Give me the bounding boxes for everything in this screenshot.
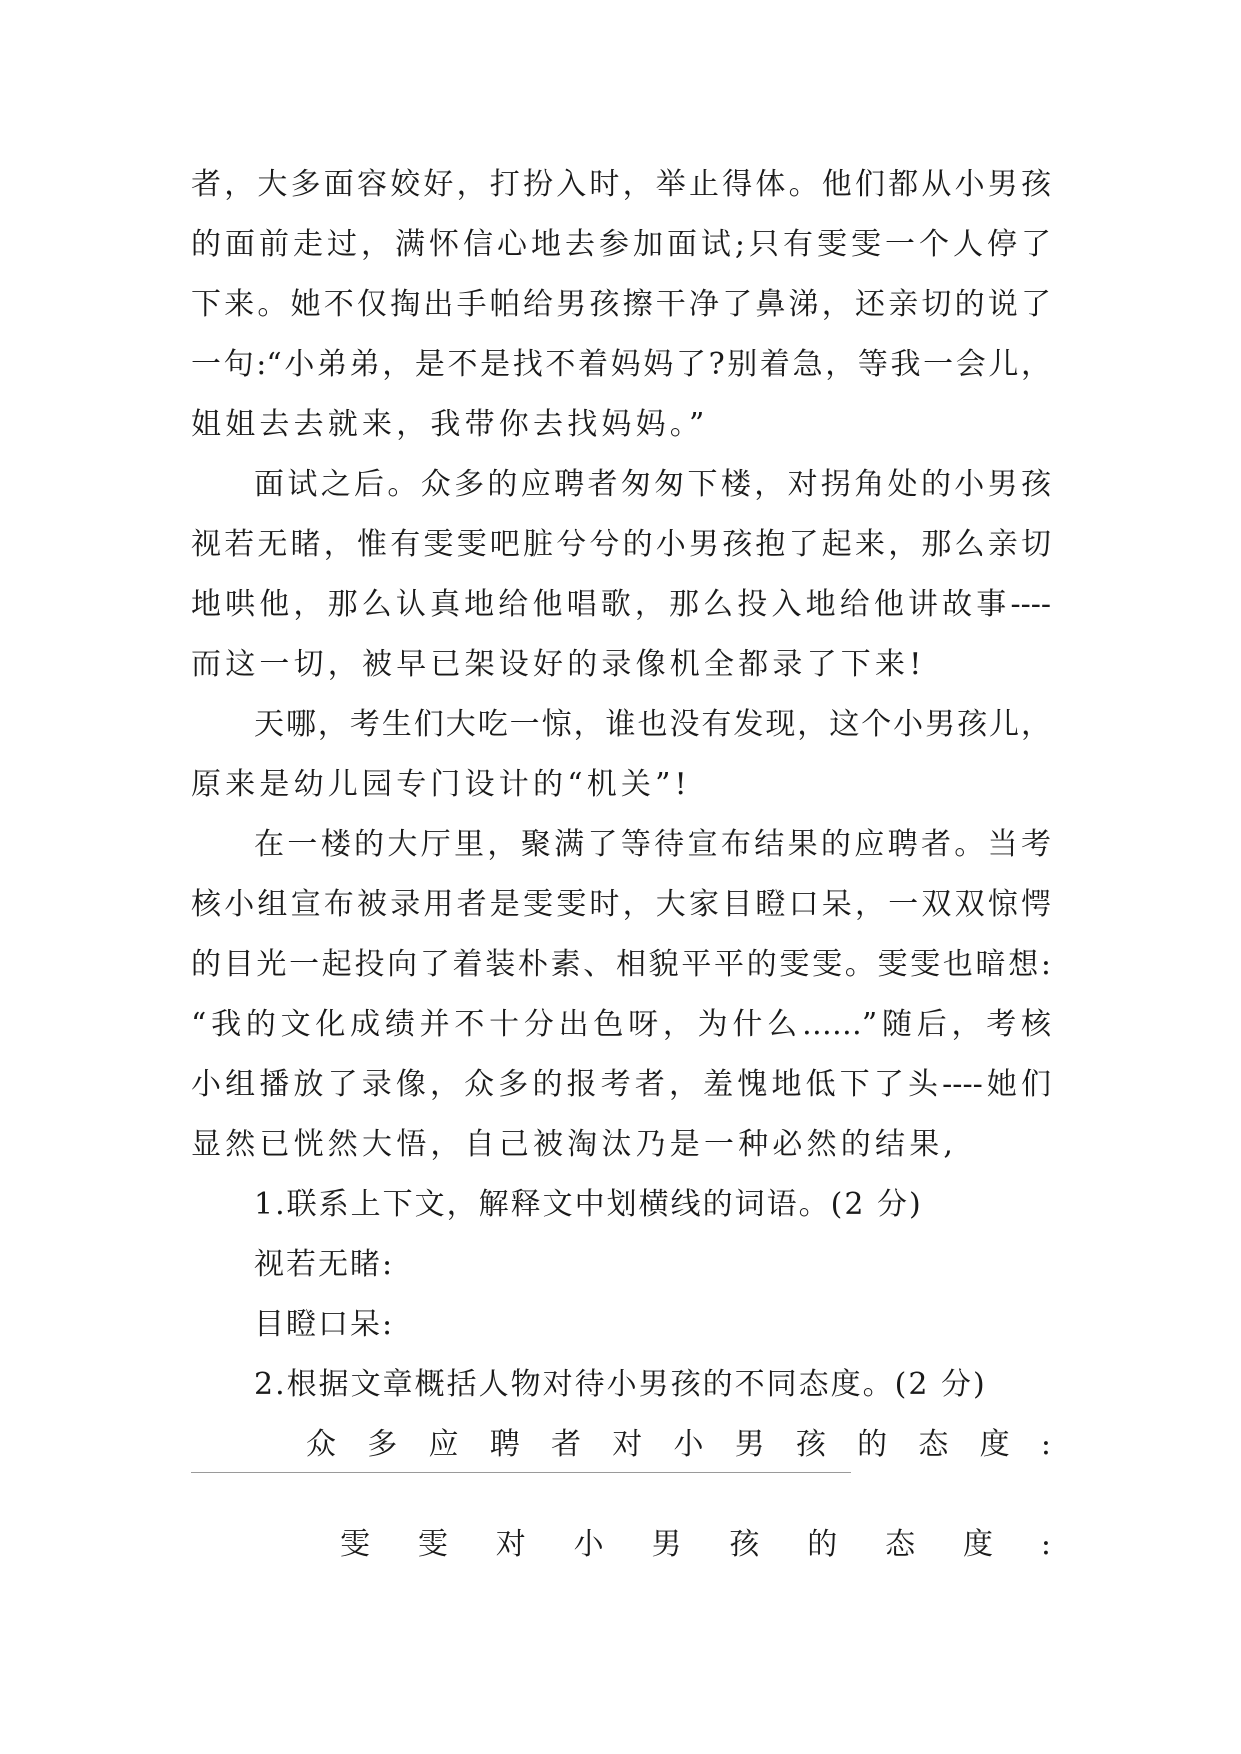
paragraph-line: 面试之后。众多的应聘者匆匆下楼，对拐角处的小男孩 xyxy=(254,467,1051,502)
paragraph-line: “我的文化成绩并不十分出色呀，为什么……”随后，考核 xyxy=(191,1007,1051,1042)
paragraph-line: 的目光一起投向了着装朴素、相貌平平的雯雯。雯雯也暗想: xyxy=(191,947,1051,982)
question-1-term-a: 视若无睹: xyxy=(254,1247,395,1282)
paragraph-line: 而这一切，被早已架设好的录像机全都录了下来! xyxy=(191,647,926,682)
paragraph-line: 核小组宣布被录用者是雯雯时，大家目瞪口呆，一双双惊愕 xyxy=(191,887,1051,922)
question-2-prompt-a: 众多应聘者对小男孩的态度: xyxy=(306,1427,1051,1462)
paragraph-line: 地哄他，那么认真地给他唱歌，那么投入地给他讲故事---- xyxy=(191,587,1051,622)
paragraph-line: 下来。她不仅掏出手帕给男孩擦干净了鼻涕，还亲切的说了 xyxy=(191,287,1051,322)
paragraph-line: 姐姐去去就来，我带你去找妈妈。” xyxy=(191,407,709,442)
paragraph-line: 在一楼的大厅里，聚满了等待宣布结果的应聘者。当考 xyxy=(254,827,1051,862)
paragraph-line: 一句:“小弟弟，是不是找不着妈妈了?别着急，等我一会儿， xyxy=(191,347,1051,382)
paragraph-line: 显然已恍然大悟，自己被淘汰乃是一种必然的结果, xyxy=(191,1127,958,1162)
question-2: 2.根据文章概括人物对待小男孩的不同态度。(2 分) xyxy=(254,1367,987,1402)
question-1: 1.联系上下文，解释文中划横线的词语。(2 分) xyxy=(254,1187,923,1222)
paragraph-line: 天哪，考生们大吃一惊，谁也没有发现，这个小男孩儿， xyxy=(254,707,1051,742)
paragraph-line: 的面前走过，满怀信心地去参加面试;只有雯雯一个人停了 xyxy=(191,227,1051,262)
paragraph-line: 原来是幼儿园专门设计的“机关”! xyxy=(191,767,691,802)
paragraph-line: 者，大多面容姣好，打扮入时，举止得体。他们都从小男孩 xyxy=(191,167,1051,202)
paragraph-line: 视若无睹，惟有雯雯吧脏兮兮的小男孩抱了起来，那么亲切 xyxy=(191,527,1051,562)
answer-line xyxy=(191,1472,851,1473)
question-2-prompt-b: 雯雯对小男孩的态度: xyxy=(340,1527,1051,1562)
question-1-term-b: 目瞪口呆: xyxy=(254,1307,395,1342)
paragraph-line: 小组播放了录像，众多的报考者，羞愧地低下了头----她们 xyxy=(191,1067,1051,1102)
